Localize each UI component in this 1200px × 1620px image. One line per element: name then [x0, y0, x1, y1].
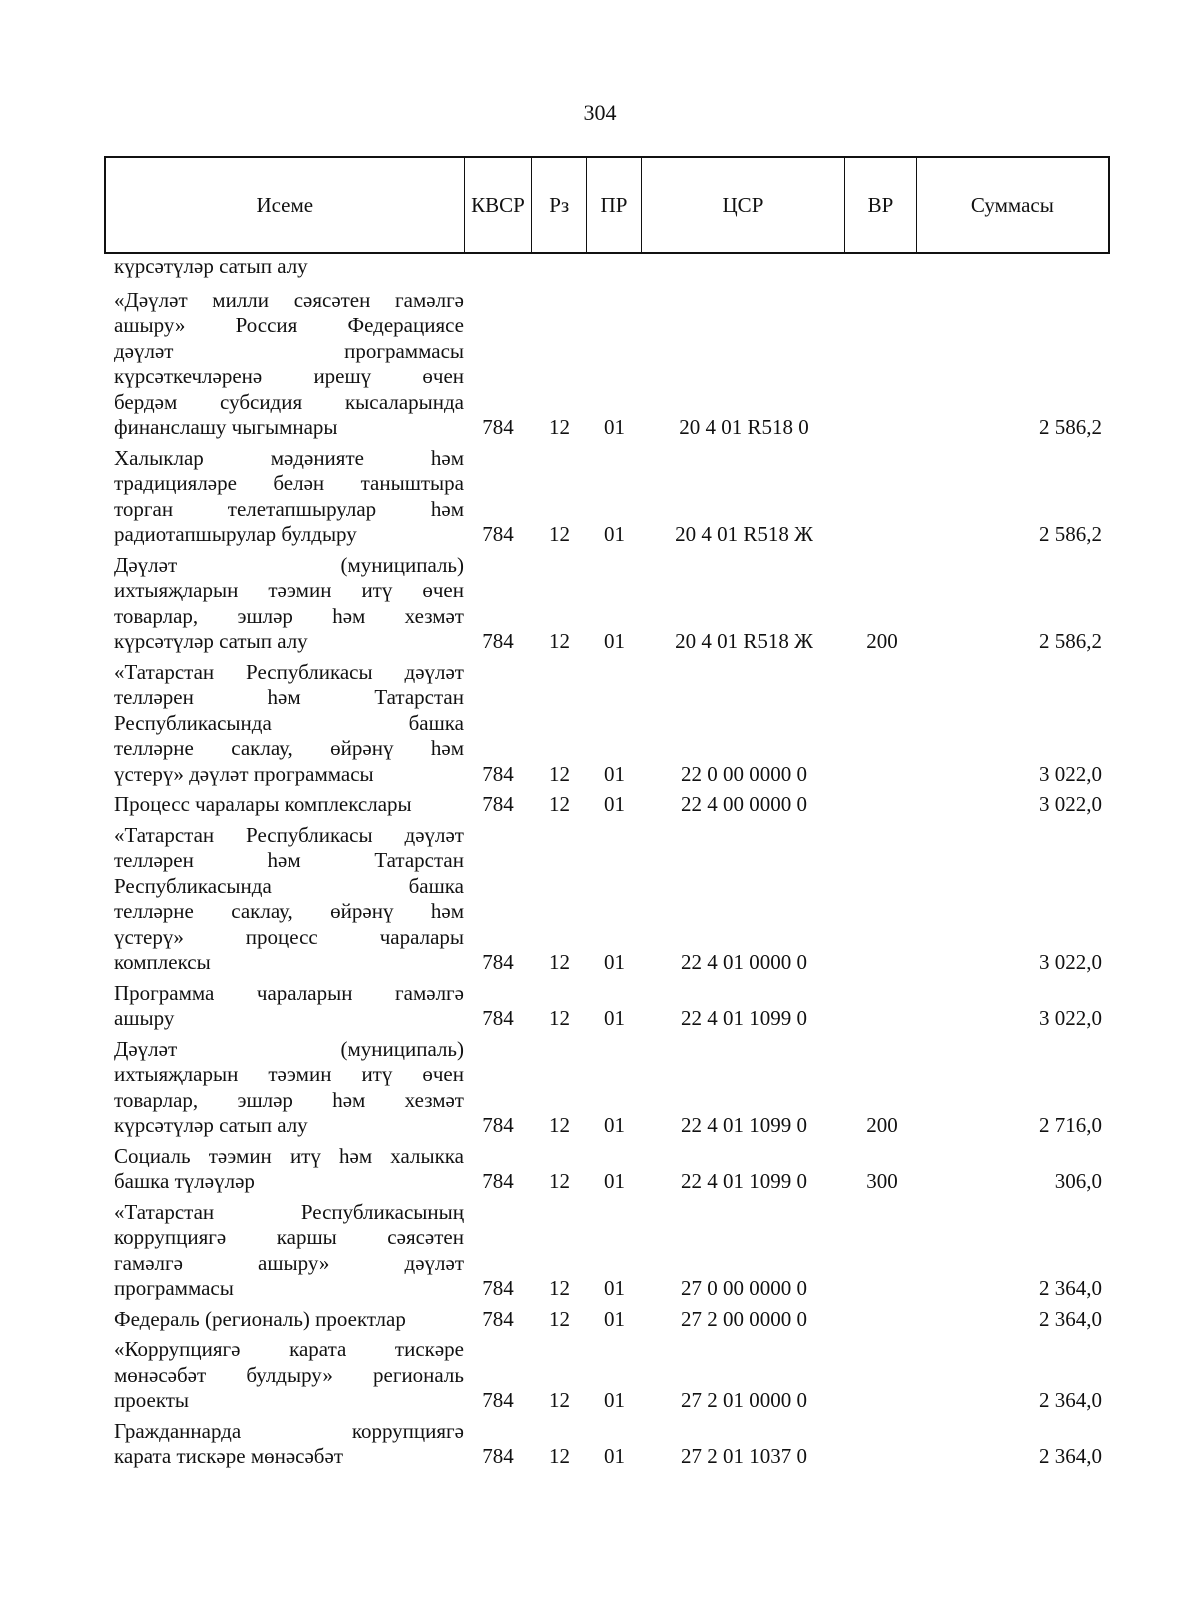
row-rz: 12	[549, 950, 570, 974]
row-rz: 12	[549, 1169, 570, 1193]
row-rz: 12	[549, 1306, 570, 1331]
row-csr: 22 4 01 1099 0	[681, 1006, 807, 1030]
row-pr: 01	[604, 629, 625, 653]
row-name-line: Дәүләт (муниципаль)	[114, 552, 464, 577]
row-name-line: ашыру	[114, 1006, 175, 1030]
row-name	[104, 981, 464, 1032]
row-csr: 22 4 01 0000 0	[681, 950, 807, 974]
row-rz: 12	[549, 1006, 570, 1030]
row-name-line: Республикасында башка	[114, 873, 464, 898]
row-name	[104, 1337, 464, 1414]
row-name-line: комплексы	[114, 950, 211, 974]
row-name-line: торган телетапшырулар һәм	[114, 496, 464, 521]
row-name-line: Процесс чаралары комплекслары	[114, 792, 412, 816]
row-vr: 200	[866, 1113, 898, 1137]
row-pr: 01	[604, 792, 625, 816]
header-kvsr: КВСР	[465, 158, 533, 252]
row-name-line: бердәм субсидия кысаларында	[114, 389, 464, 414]
row-kvsr: 784	[482, 761, 514, 786]
header-rz: Рз	[532, 158, 587, 252]
row-sum: 2 586,2	[1039, 415, 1102, 439]
row-csr: 27 2 01 1037 0	[681, 1444, 807, 1468]
row-name-line: үстерү» процесс чаралары	[114, 924, 464, 949]
row-name	[104, 660, 464, 788]
table-row	[104, 446, 1110, 548]
row-csr: 22 4 01 1099 0	[681, 1113, 807, 1137]
header-pr: ПР	[587, 158, 642, 252]
row-name-line: ихтыяҗларын тәэмин итү өчен	[114, 1062, 464, 1086]
row-name-line: «Татарстан Республикасы дәүләт	[114, 659, 464, 684]
row-name-line: күрсәтүләр сатып алу	[114, 629, 308, 653]
row-name-line: традицияләре белән таныштыра	[114, 471, 464, 495]
row-kvsr: 784	[482, 1388, 514, 1412]
row-pr: 01	[604, 950, 625, 974]
row-name-line: «Татарстан Республикасы дәүләт	[114, 822, 464, 847]
row-name-line: күрсәтүләр сатып алу	[114, 1113, 308, 1137]
row-pr: 01	[604, 1169, 625, 1193]
table-row	[104, 553, 1110, 655]
table-row	[104, 288, 1110, 441]
table-row	[104, 1337, 1110, 1414]
row-name-line: «Татарстан Республикасының	[114, 1199, 464, 1224]
row-sum: 2 586,2	[1039, 629, 1102, 653]
row-name-line: телләрен һәм Татарстан	[114, 848, 464, 872]
row-name-line: күрсәтүләр сатып алу	[114, 254, 308, 278]
row-rz: 12	[549, 1113, 570, 1137]
row-name-line: финанслашу чыгымнары	[114, 415, 338, 439]
table-row	[104, 660, 1110, 788]
row-vr: 200	[866, 629, 898, 653]
page-number: 304	[583, 100, 617, 125]
row-csr: 22 4 00 0000 0	[681, 792, 807, 816]
row-name-line: Гражданнарда коррупциягә	[114, 1418, 464, 1443]
row-name	[104, 553, 464, 655]
row-pr: 01	[604, 415, 625, 439]
row-name-line: телләрне саклау, өйрәнү һәм	[114, 736, 464, 760]
table-header	[104, 156, 1110, 254]
row-sum: 3 022,0	[1039, 761, 1102, 786]
header-vr: ВР	[845, 158, 917, 252]
row-name-line: гамәлгә ашыру» дәүләт	[114, 1250, 464, 1275]
row-name-line: «Дәүләт милли сәясәтен гамәлгә	[114, 287, 464, 312]
row-pr: 01	[604, 1113, 625, 1137]
row-name	[104, 1037, 464, 1139]
row-kvsr: 784	[482, 1306, 514, 1331]
row-kvsr: 784	[482, 1113, 514, 1137]
row-rz: 12	[549, 415, 570, 439]
row-name	[104, 1144, 464, 1195]
row-pr: 01	[604, 522, 625, 546]
row-rz: 12	[549, 629, 570, 653]
row-name-line: Социаль тәэмин итү һәм халыкка	[114, 1143, 464, 1168]
row-name-line: товарлар, эшләр һәм хезмәт	[114, 1087, 464, 1112]
row-name-line: «Коррупциягә карата тискәре	[114, 1337, 464, 1361]
row-name-line: ашыру» Россия Федерациясе	[114, 313, 464, 337]
row-rz: 12	[549, 522, 570, 546]
row-name-line: товарлар, эшләр һәм хезмәт	[114, 603, 464, 628]
row-name	[104, 823, 464, 976]
row-name-line: телләрен һәм Татарстан	[114, 685, 464, 709]
header-name: Исеме	[106, 158, 465, 252]
table-row	[104, 1144, 1110, 1195]
row-rz: 12	[549, 1444, 570, 1468]
row-name-line: коррупциягә каршы сәясәтен	[114, 1225, 464, 1249]
row-sum: 2 716,0	[1039, 1113, 1102, 1137]
row-kvsr: 784	[482, 629, 514, 653]
row-pr: 01	[604, 1306, 625, 1331]
row-pr: 01	[604, 1006, 625, 1030]
row-kvsr: 784	[482, 1006, 514, 1030]
row-pr: 01	[604, 1276, 625, 1300]
table-row	[104, 981, 1110, 1032]
row-name-line: Федераль (региональ) проектлар	[114, 1306, 406, 1331]
row-vr: 300	[866, 1169, 898, 1193]
table-row	[104, 1037, 1110, 1139]
table-row	[104, 792, 1110, 818]
row-name-line: проекты	[114, 1388, 190, 1412]
row-csr: 20 4 01 R518 0	[679, 415, 809, 439]
row-name-line: программасы	[114, 1276, 234, 1300]
row-kvsr: 784	[482, 1169, 514, 1193]
table-row	[104, 254, 1110, 280]
row-kvsr: 784	[482, 522, 514, 546]
row-name	[104, 1200, 464, 1302]
row-name	[104, 254, 464, 280]
row-name	[104, 1419, 464, 1470]
row-name-line: мөнәсәбәт булдыру» региональ	[114, 1362, 464, 1387]
row-csr: 22 0 00 0000 0	[681, 761, 807, 786]
row-kvsr: 784	[482, 415, 514, 439]
row-csr: 20 4 01 R518 Ж	[675, 522, 813, 546]
row-csr: 22 4 01 1099 0	[681, 1169, 807, 1193]
row-name-line: радиотапшырулар булдыру	[114, 522, 357, 546]
row-name-line: күрсәткечләренә ирешү өчен	[114, 364, 464, 388]
row-csr: 27 0 00 0000 0	[681, 1276, 807, 1300]
table-row	[104, 1419, 1110, 1470]
row-rz: 12	[549, 1276, 570, 1300]
row-name-line: дәүләт программасы	[114, 338, 464, 363]
row-kvsr: 784	[482, 792, 514, 816]
row-name-line: карата тискәре мөнәсәбәт	[114, 1444, 343, 1468]
row-csr: 27 2 00 0000 0	[681, 1306, 807, 1331]
row-sum: 306,0	[1054, 1169, 1102, 1193]
row-rz: 12	[549, 792, 570, 816]
row-rz: 12	[549, 761, 570, 786]
row-name	[104, 1307, 464, 1333]
row-sum: 3 022,0	[1039, 792, 1102, 816]
row-sum: 2 364,0	[1039, 1276, 1102, 1300]
row-name-line: Дәүләт (муниципаль)	[114, 1036, 464, 1061]
row-rz: 12	[549, 1388, 570, 1412]
row-name-line: башка түләүләр	[114, 1169, 255, 1193]
row-csr: 27 2 01 0000 0	[681, 1388, 807, 1412]
row-name-line: телләрне саклау, өйрәнү һәм	[114, 899, 464, 923]
row-sum: 2 586,2	[1039, 522, 1102, 546]
row-kvsr: 784	[482, 1276, 514, 1300]
row-name-line: ихтыяҗларын тәэмин итү өчен	[114, 578, 464, 602]
row-sum: 2 364,0	[1039, 1444, 1102, 1468]
row-kvsr: 784	[482, 1444, 514, 1468]
table-body	[104, 254, 1110, 1470]
row-pr: 01	[604, 1444, 625, 1468]
row-sum: 2 364,0	[1039, 1388, 1102, 1412]
header-sum: Суммасы	[970, 192, 1054, 217]
row-name-line: Программа чараларын гамәлгә	[114, 980, 464, 1005]
row-name-line: Халыклар мәдәнияте һәм	[114, 445, 464, 470]
table-row	[104, 1200, 1110, 1302]
row-sum: 3 022,0	[1039, 1006, 1102, 1030]
row-name	[104, 288, 464, 441]
row-name-line: үстерү» дәүләт программасы	[114, 761, 374, 786]
row-sum: 2 364,0	[1039, 1306, 1102, 1331]
row-pr: 01	[604, 761, 625, 786]
table-row	[104, 823, 1110, 976]
table-row	[104, 1307, 1110, 1333]
row-name	[104, 792, 464, 818]
row-sum: 3 022,0	[1039, 950, 1102, 974]
header-csr: ЦСР	[642, 158, 845, 252]
row-name	[104, 446, 464, 548]
row-csr: 20 4 01 R518 Ж	[675, 629, 813, 653]
row-pr: 01	[604, 1388, 625, 1412]
row-kvsr: 784	[482, 950, 514, 974]
budget-table	[104, 156, 1110, 1475]
row-name-line: Республикасында башка	[114, 710, 464, 735]
